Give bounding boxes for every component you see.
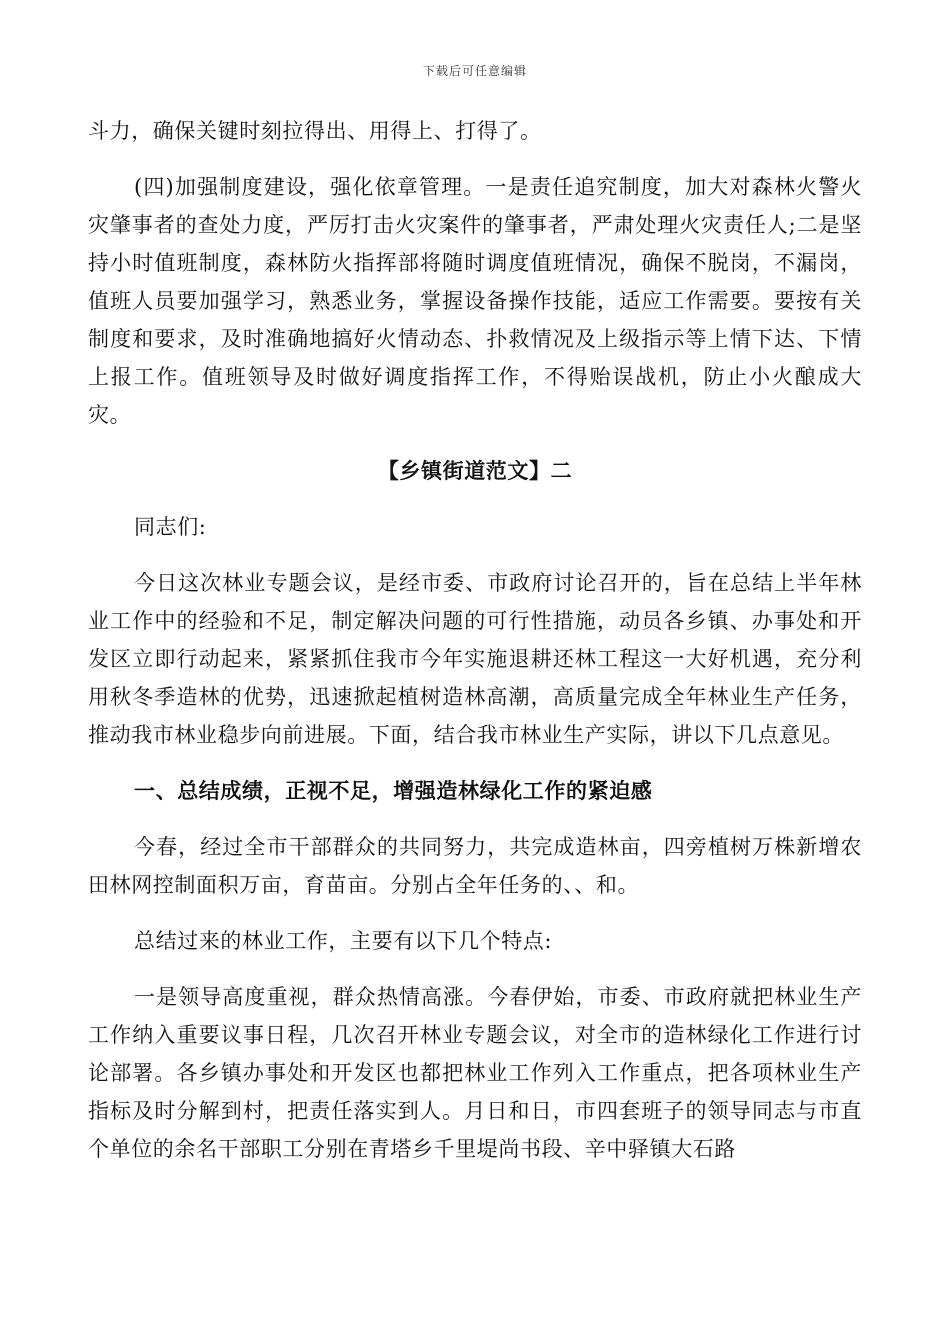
paragraph-features-intro: 总结过来的林业工作，主要有以下几个特点:: [134, 929, 553, 953]
greeting: 同志们:: [134, 515, 207, 539]
paragraph-spring-results: 今春，经过全市干部群众的共同努力，共完成造林亩，四旁植树万株新增农田林网控制面积万亩，育苗亩。分别占全年任务的、、和。: [88, 835, 862, 897]
page-header-note: 下载后可任意编辑: [422, 64, 527, 78]
document-body: [88, 112, 862, 1168]
paragraph-continuation: 斗力，确保关键时刻拉得出、用得上、打得了。: [88, 119, 542, 143]
section-title: 【乡镇街道范文】二: [377, 458, 573, 483]
paragraph-feature-one: 一是领导高度重视，群众热情高涨。今春伊始，市委、市政府就把林业生产工作纳入重要议事日程，几次召开林业专题会议，对全市的造林绿化工作进行讨论部署。各乡镇办事处和开发区也都把林业工作列入工作重点，把各项林业生产指标及时分解到村，把责任落实到人。月日和日，市四套班子的领导同志与市直个单位的余名干部职工分别在青塔乡千里堤尚书段、辛中驿镇大石路: [88, 985, 862, 1161]
paragraph-system-building: (四)加强制度建设，强化依章管理。一是责任追究制度，加大对森林火警火灾肇事者的查处力度，严厉打击火灾案件的肇事者，严肃处理火灾责任人;二是坚持小时值班制度，森林防火指挥部将随时调度值班情况，确保不脱岗，不漏岗，值班人员要加强学习，熟悉业务，掌握设备操作技能，适应工作需要。要按有关制度和要求，及时准确地搞好火情动态、扑救情况及上级指示等上情下达、下情上报工作。值班领导及时做好调度指挥工作，不得贻误战机，防止小火酿成大灾。: [88, 175, 862, 427]
paragraph-meeting-intro: 今日这次林业专题会议，是经市委、市政府讨论召开的，旨在总结上半年林业工作中的经验和不足，制定解决问题的可行性措施，动员各乡镇、办事处和开发区立即行动起来，紧紧抓住我市今年实施退耕还林工程这一大好机遇，充分利用秋冬季造林的优势，迅速掀起植树造林高潮，高质量完成全年林业生产任务，推动我市林业稳步向前进展。下面，结合我市林业生产实际，讲以下几点意见。: [88, 571, 862, 747]
heading-one: 一、总结成绩，正视不足，增强造林绿化工作的紧迫感: [134, 778, 653, 803]
